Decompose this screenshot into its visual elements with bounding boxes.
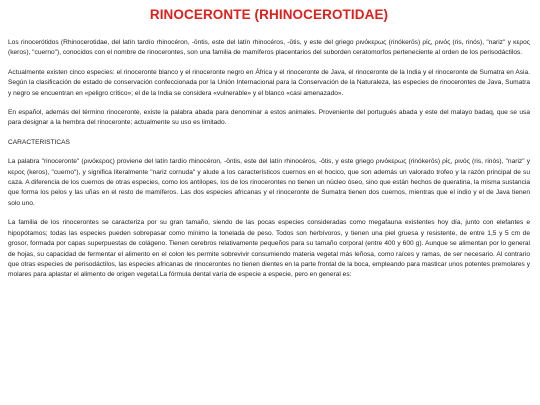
family-traits-paragraph: La familia de los rinocerontes se caracteriza por su gran tamaño, siendo de las pocas especies consideradas como megafauna existentes hoy día, junto con elefantes e hipopótamos; todas las especies pueden sobrepasar como mínimo la tonelada de peso. Todos son herbívoros, y tienen una piel gruesa y resistente, de entre 1,5 y 5 cm de grosor, formada por capas superpuestas de colágeno. Tienen cerebros relativamente pequeños para su tamaño corporal (entre 400 y 600 g). Aunque se alimentan por lo general de hojas, su capacidad de fermentar el alimento en el colon les permite sobrevivir consumiendo materia vegetal más leñosa, como raíces y ramas, de ser necesario. Al contrario que otras especies de perisodáctilos, las especies africanas de rinocerontes no tienen dientes en la parte frontal de la boca, empleando para masticar unos potentes premolares y molares para aplastar el alimento de origen vegetal.La fórmula dental varía de especie a especie, pero en general es: — [8, 219, 530, 279]
page-title: RINOCERONTE (RHINOCEROTIDAE) — [149, 7, 389, 22]
name-origin-paragraph: En español, además del término rinoceronte, existe la palabra abada para denominar a estos animales. Proveniente del portugués abada y este del malayo badaq, que se usa para designar a la hembra del rinoceronte; actualmente su uso es limitado. — [8, 109, 530, 127]
species-paragraph: Actualmente existen cinco especies: el rinoceronte blanco y el rinoceronte negro en África y el rinoceronte de Java, el rinoceronte de la India y el rinoceronte de Sumatra en Asia. Según la clasificación de estado de conservación confeccionada por la Unión Internacional para la Conservación de la Naturaleza, las especies de rinocerontes de Java, Sumatra y negro se encuentran en «peligro crítico»; el de la India se considera «vulnerable» y el blanco «casi amenazado». — [8, 68, 530, 97]
intro-paragraph: Los rinocerótidos (Rhinocerotidae, del latín tardío rhinocéron, -ōntis, este del latín rhinocéros, -ōtis, y este del griego ρινόκερως (rinókerōs) ρίς, ρινός (ris, rinós), "nariz" y κερος (keros), "cuerno"), conocidos con el nombre de rinocerontes, son una familia de mamíferos placentarios del suborden ceratomorfos perteneciente al orden de los perisodáctilos. — [8, 39, 530, 57]
section-heading-caracteristicas: CARACTERISTICAS — [8, 138, 70, 146]
etymology-paragraph: La palabra "rinoceronte" (ρινόκερος) proviene del latín tardío rhinocéron, -ōntis, este del latín rhinocéros, -ōtis, y este griego ρινόκερως (rinókerōs) ρίς, ρινός (ris, rinós), "nariz" y κερος (keros), "cuerno"), y significa literalmente "nariz cornuda" y alude a los característicos cuernos en el hocico, que son además un valorado trofeo y la razón principal de su caza. A diferencia de los cuernos de otras especies, como los antílopes, los de los rinocerontes no tienen un núcleo óseo, sino que están hechos de queratina, la misma sustancia que forma los pelos y las uñas en el resto de mamíferos. Las dos especies africanas y el rinoceronte de Sumatra tienen dos cuernos, mientras que el indio y el de Java tienen solo uno. — [8, 158, 530, 207]
